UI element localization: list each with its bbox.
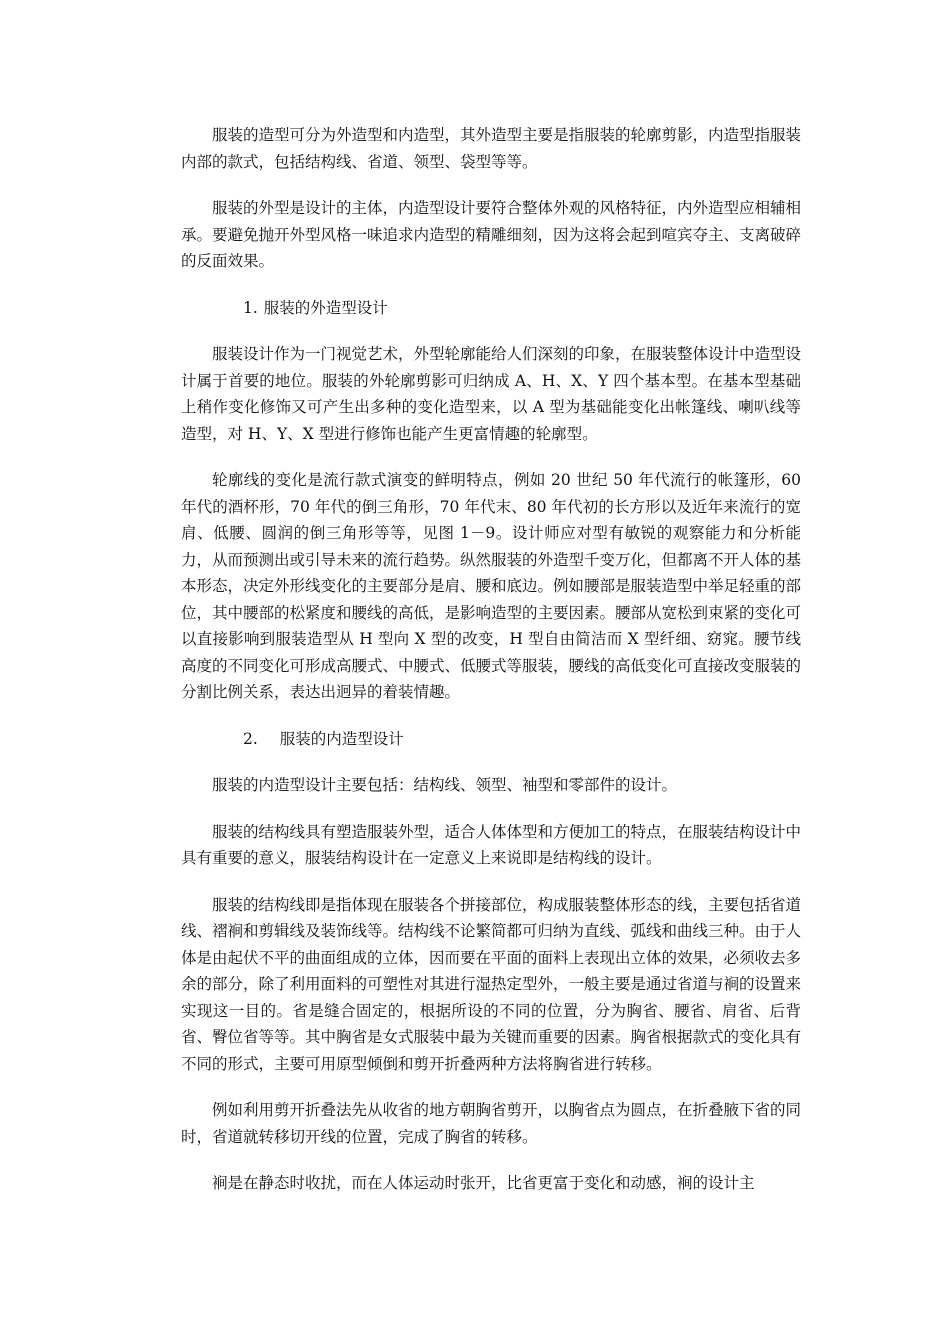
section-heading-2 [181,726,801,753]
paragraph-intro-2: 服装的外型是设计的主体，内造型设计要符合整体外观的风格特征，内外造型应相辅相承。要避免抛开外型风格一味追求内造型的精雕细刻，因为这将会起到喧宾夺主、支离破碎的反面效果。 [181,199,802,270]
section-heading-1 [181,295,801,322]
paragraph-s2-3: 服装的结构线即是指体现在服装各个拼接部位，构成服装整体形态的线，主要包括省道线、褶裥和剪辑线及装饰线等。结构线不论繁简都可归纳为直线、弧线和曲线三种。由于人体是由起伏不平的曲面组成的立体，因而要在平面的面料上表现出立体的效果，必须收去多余的部分，除了利用面料的可塑性对其进行湿热定型外，一般主要是通过省道与裥的设置来实现这一目的。省是缝合固定的，根据所设的不同的位置，分为胸省、腰省、肩省、后背省、臀位省等等。其中胸省是女式服装中最为关键而重要的因素。胸省根据款式的变化具有不同的形式，主要可用原型倾倒和剪开折叠两种方法将胸省进行转移。 [181,895,802,1073]
paragraph-s2-2: 服装的结构线具有塑造服装外型，适合人体体型和方便加工的特点，在服装结构设计中具有重要的意义，服装结构设计在一定意义上来说即是结构线的设计。 [181,822,802,867]
section-title-2: 服装的内造型设计 [279,729,404,748]
section-title-1: 服装的外造型设计 [263,298,388,317]
paragraph-s2-1: 服装的内造型设计主要包括：结构线、领型、袖型和零部件的设计。 [212,776,678,794]
section-number-2: 2. [243,729,258,748]
paragraph-s1-2: 轮廓线的变化是流行款式演变的鲜明特点，例如 20 世纪 50 年代流行的帐篷形，60 年代的酒杯形，70 年代的倒三角形，70 年代末、80 年代初的长方形以及近年来流行的宽肩、低腰、圆润的倒三角形等等，见图 1－9。设计师应对型有敏锐的观察能力和分析能力，从而预测出或引导未来的流行趋势。纵然服装的外造型千变万化，但都离不开人体的基本形态，决定外形线变化的主要部分是肩、腰和底边。例如腰部是服装造型中举足轻重的部位，其中腰部的松紧度和腰线的高低，是影响造型的主要因素。腰部从宽松到束紧的变化可以直接影响到服装造型从 H 型向 X 型的改变，H 型自由简洁而 X 型纤细、窈窕。腰节线高度的不同变化可形成高腰式、中腰式、低腰式等服装，腰线的高低变化可直接改变服装的分割比例关系，表达出迥异的着装情趣。 [181,471,802,701]
paragraph-intro-1: 服装的造型可分为外造型和内造型，其外造型主要是指服装的轮廓剪影，内造型指服装内部的款式，包括结构线、省道、领型、袋型等等。 [181,126,802,171]
paragraph-s1-1: 服装设计作为一门视觉艺术，外型轮廓能给人们深刻的印象，在服装整体设计中造型设计属于首要的地位。服装的外轮廓剪影可归纳成 A、H、X、Y 四个基本型。在基本型基础上稍作变化修饰又可产生出多种的变化造型来，以 A 型为基础能变化出帐篷线、喇叭线等造型，对 H、Y、X 型进行修饰也能产生更富情趣的轮廓型。 [181,345,802,443]
section-number-1: 1. [243,298,258,317]
document-body [181,122,801,1217]
paragraph-s2-4: 例如利用剪开折叠法先从收省的地方朝胸省剪开，以胸省点为圆点，在折叠腋下省的同时，省道就转移切开线的位置，完成了胸省的转移。 [181,1101,802,1146]
paragraph-s2-5: 裥是在静态时收扰，而在人体运动时张开，比省更富于变化和动感，裥的设计主 [212,1174,755,1192]
